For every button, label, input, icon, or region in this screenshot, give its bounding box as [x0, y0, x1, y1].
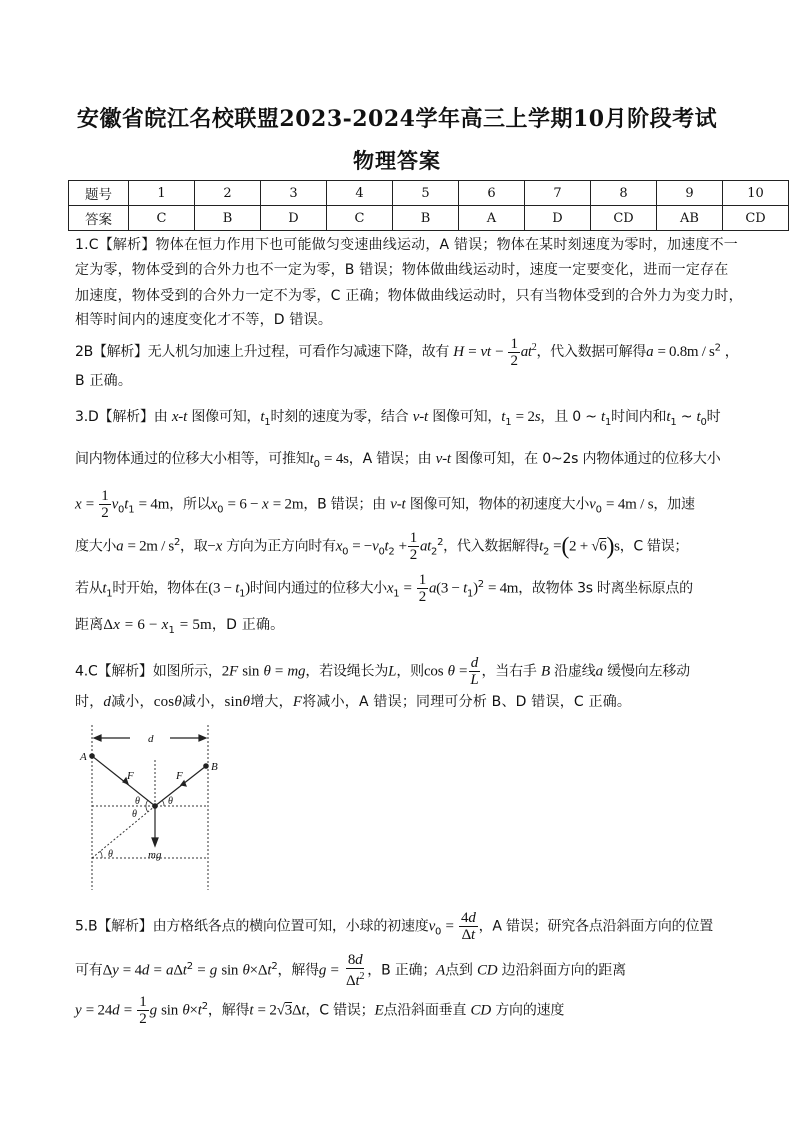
q1-line-1 — [75, 236, 738, 254]
q3-line-4: 度大小$a = 2m / s^2$，取−x 方向为正方向时有$x_0 = -v_0t_2$ + $\frac{1}{2}$ $at_2^2$，代入数据解得$t_2 =(2 + √6)s$，C 错误； — [75, 530, 689, 563]
q4-text: ，当右手 — [481, 663, 537, 680]
q5-text: ，解得 — [207, 1002, 250, 1019]
label-theta: θ — [132, 809, 137, 820]
label-f-right: F — [176, 770, 183, 782]
q3-line-2: 间内物体通过的位移大小相等，可推知$t_0 = 4s$，A 错误；由 v-t 图像可知，在 0~2s 内物体通过的位移大小 — [75, 451, 721, 470]
answer-cell: CD — [723, 206, 789, 231]
q3-text: ，加速 — [653, 496, 695, 513]
document-title: 安徽省皖江名校联盟2023-2024学年高三上学期10月阶段考试 — [76, 106, 718, 132]
q4-text: ，若设绳长为 — [305, 663, 389, 680]
q4-text: 减小， — [181, 694, 225, 710]
q5-text: 边沿斜面方向的距离 — [501, 962, 626, 979]
q4-text: 缓慢向左移动 — [607, 663, 690, 680]
q3-text: 图像可知， — [191, 409, 261, 425]
q3-text: 时间内通过的位移大小 — [249, 580, 387, 597]
answer-cell: CD — [591, 206, 657, 231]
q2-line-2: B 正确。 — [75, 373, 133, 389]
q4-text: ，则 — [396, 663, 424, 680]
label-d: d — [148, 733, 154, 745]
answer-row — [69, 206, 789, 231]
q5-line-1: 5.B【解析】由方格纸各点的横向位置可知，小球的初速度$v_0$ = $\frac{4d}{\Delta t}$ ，A 错误；研究各点沿斜面方向的位置 — [75, 910, 714, 943]
q1-line-2: 定为零，物体受到的合外力也不一定为零，B 错误；物体做曲线运动时，速度一定要变化，进而一定存在 — [75, 262, 729, 278]
q3-text: ，D 正确。 — [211, 617, 285, 633]
q3-line-5: 若从$t_1$时开始，物体在$(3 - t_1)$时间内通过的位移大小$x_1$ = $\frac{1}{2}$ $a(3 - t_1)^2 = 4m$，故物体 3s 时离坐标原点的 — [75, 572, 693, 605]
q2-value: = 0.8m / s — [657, 343, 715, 360]
q3-line-1: 3.D【解析】由 x-t 图像可知，$t_1$时刻的速度为零，结合 v-t 图像可知，$t_1 = 2s$，且 0 ~ $t_1$时间内和$t_1$ ~ $t_0$时 — [75, 409, 721, 428]
q5-text: ，A 错误；研究各点沿斜面方向的位置 — [478, 918, 714, 935]
answer-cell: C — [327, 206, 393, 231]
label-theta: θ — [135, 796, 140, 807]
question-number: 1 — [129, 181, 195, 206]
q2-prefix: 2B【解析】 — [75, 343, 148, 360]
q3-line-6: 距离$\Delta x = 6 - x_1 = 5m$，D 正确。 — [75, 617, 285, 636]
q3-text: 图像可知， — [432, 409, 502, 425]
q2-text: ，代入数据可解得 — [536, 343, 647, 360]
question-number-row — [69, 181, 789, 206]
q5-text: 可有 — [75, 962, 103, 979]
q3-text: 时 — [706, 409, 721, 425]
q5-text: 由方格纸各点的横向位置可知，小球的初速度 — [152, 918, 429, 935]
q3-text: 时刻的速度为零，结合 — [270, 409, 409, 425]
q5-text: 方向的速度 — [495, 1002, 565, 1019]
q3-text: 度大小 — [75, 538, 117, 555]
q4-text: 增大， — [250, 694, 293, 710]
q2-formula: H = vt − $\frac{1}{2}$ $at^2$ — [453, 336, 537, 369]
question-number: 6 — [459, 181, 525, 206]
label-f-left: F — [127, 770, 134, 782]
label-mg: mg — [148, 849, 162, 861]
row-header-question: 题号 — [69, 181, 129, 206]
q3-text: ，C 错误； — [619, 538, 689, 555]
q3-text: ，代入数据解得 — [443, 538, 540, 555]
q3-text: 距离 — [75, 617, 104, 633]
question-number: 5 — [393, 181, 459, 206]
answer-cell: C — [129, 206, 195, 231]
q3-text: ，B 错误；由 — [303, 496, 386, 513]
q1-line-3: 加速度，物体受到的合外力一定不为零，C 正确；物体做曲线运动时，只有当物体受到的合外力为变力时， — [75, 288, 743, 304]
q5-text: 点到 — [445, 962, 473, 979]
q5-text: ，C 错误； — [305, 1002, 375, 1019]
q4-text: 如图所示， — [152, 663, 222, 680]
q1-prefix: 1.C【解析】 — [75, 237, 156, 253]
question-number: 9 — [657, 181, 723, 206]
q3-text: 由 — [153, 409, 168, 425]
q4-text: 减小， — [111, 694, 154, 710]
q3-text: ，所以 — [169, 496, 211, 513]
answer-cell: D — [261, 206, 327, 231]
answer-cell: D — [525, 206, 591, 231]
question-number: 2 — [195, 181, 261, 206]
question-number: 8 — [591, 181, 657, 206]
question-number: 4 — [327, 181, 393, 206]
q4-text: 沿虚线 — [554, 663, 596, 680]
q3-text: ，取 — [180, 538, 208, 555]
question-number: 7 — [525, 181, 591, 206]
answer-cell: B — [195, 206, 261, 231]
q3-text: 间内物体通过的位移大小相等，可推知 — [75, 451, 310, 467]
q3-text: ，A 错误；由 — [348, 451, 432, 467]
label-theta: θ — [168, 796, 173, 807]
q1-line-4: 相等时间内的速度变化才不等，D 错误。 — [75, 312, 333, 328]
q4-line-1: 4.C【解析】如图所示，2F sin θ = mg，若设绳长为L，则cos θ = $\frac{d}{L}$ ，当右手 B 沿虚线a 缓慢向左移动 — [75, 655, 690, 688]
label-theta: θ — [108, 849, 113, 860]
answer-table — [68, 180, 789, 231]
q3-text: ，且 0 ~ — [540, 409, 601, 425]
q4-line-2: 时，d减小，cosθ减小，sinθ增大，F将减小，A 错误；同理可分析 B、D 错误，C 正确。 — [75, 694, 632, 710]
q1-text: 物体在恒力作用下也可能做匀变速曲线运动，A 错误；物体在某时刻速度为零时，加速度不一 — [155, 237, 738, 253]
document-subtitle: 物理答案 — [353, 148, 441, 173]
q3-prefix: 3.D【解析】 — [75, 409, 154, 425]
answer-cell: B — [393, 206, 459, 231]
label-a: A — [80, 751, 87, 763]
q5-text: ，B 正确； — [367, 962, 437, 979]
question-number: 10 — [723, 181, 789, 206]
row-header-answer: 答案 — [69, 206, 129, 231]
q3-text: 时间内和 — [611, 409, 667, 425]
q4-text: 将减小，A 错误；同理可分析 B、D 错误，C 正确。 — [302, 694, 632, 710]
q4-prefix: 4.C【解析】 — [75, 663, 153, 680]
q2-line-1: 2B【解析】无人机匀加速上升过程，可看作匀减速下降，故有 H = vt − $\frac{1}{2}$ $at^2$，代入数据可解得$a = 0.8m / s^2$ ， — [75, 336, 739, 369]
q3-text: ，故物体 3s 时离坐标原点的 — [518, 580, 693, 597]
answer-cell: AB — [657, 206, 723, 231]
question-number: 3 — [261, 181, 327, 206]
force-diagram-figure — [70, 720, 230, 895]
q4-text: 时， — [75, 694, 104, 710]
q3-text: 图像可知，在 0~2s 内物体通过的位移大小 — [455, 451, 721, 467]
q5-line-3: y = 24d = $\frac{1}{2}$ g $\sin \theta\times t^2$，解得t = 2√3Δt，C 错误；E点沿斜面垂直 CD 方向的速度 — [75, 994, 565, 1027]
q2-text: 无人机匀加速上升过程，可看作匀减速下降，故有 — [147, 343, 450, 360]
q5-text: 点沿斜面垂直 — [383, 1002, 467, 1019]
q5-line-2: 可有Δy = 4d = aΔt$^2$ = g $\sin \theta\times\Delta t^2$，解得g = $\frac{8d}{\Delta t^2}$ ，B 正确；A点到 CD 边沿斜面方向的距离 — [75, 952, 626, 989]
answer-cell: A — [459, 206, 525, 231]
q3-text: 时开始，物体在 — [112, 580, 209, 597]
q3-text: 方向为正方向时有 — [226, 538, 336, 555]
label-b: B — [211, 761, 218, 773]
q3-line-3: x = $\frac{1}{2}$ $v_0t_1 = 4m$，所以$x_0 = 6 - x = 2m$，B 错误；由 v-t 图像可知，物体的初速度大小$v_0 = 4m / s$，加速 — [75, 488, 695, 521]
q5-prefix: 5.B【解析】 — [75, 918, 153, 935]
q3-text: 若从 — [75, 580, 103, 597]
q3-text: 图像可知，物体的初速度大小 — [409, 496, 590, 513]
q5-text: ，解得 — [277, 962, 319, 979]
